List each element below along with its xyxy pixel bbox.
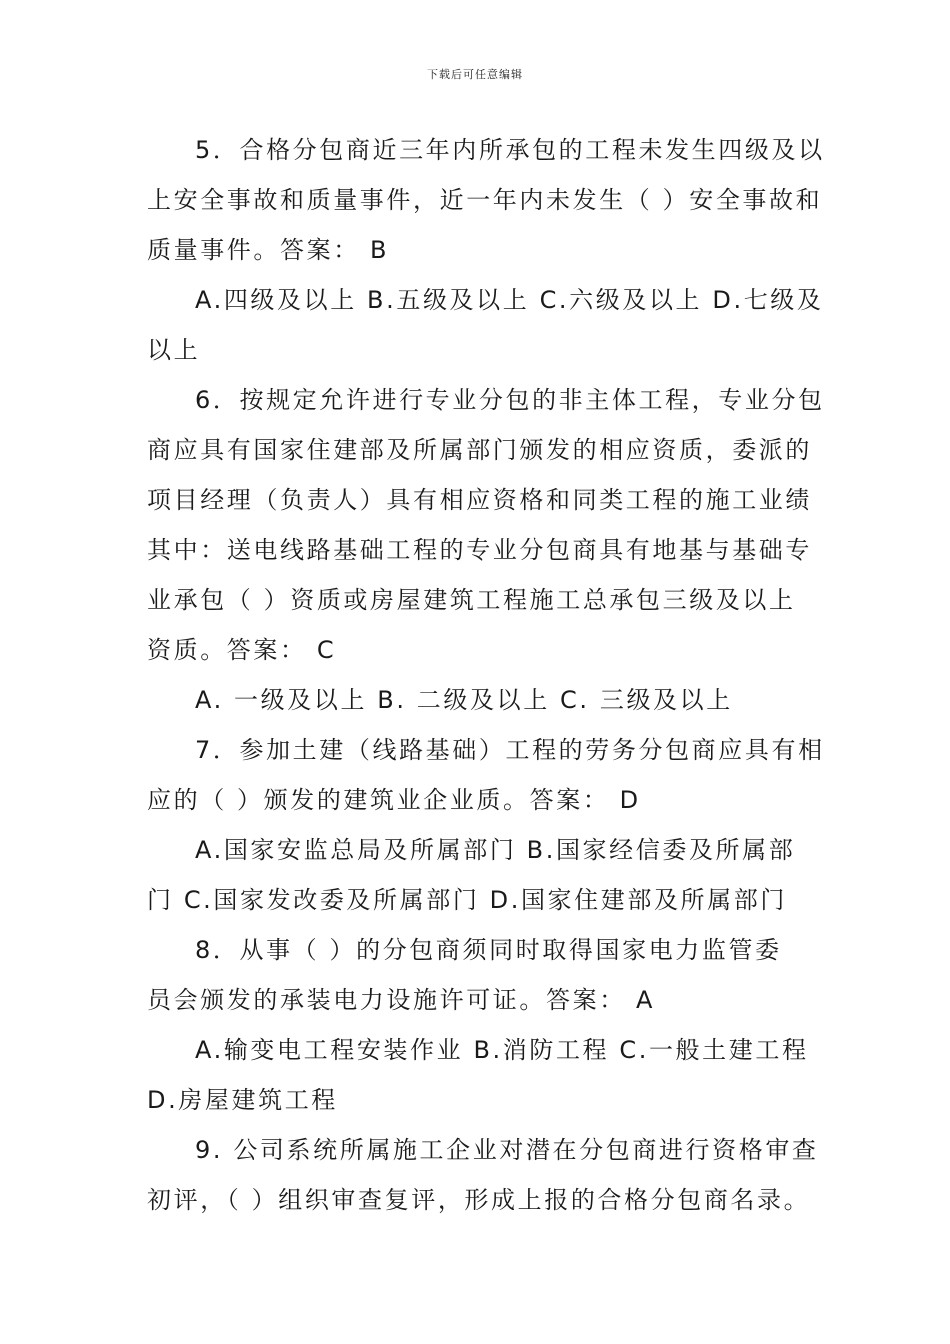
text-line: 9. 公司系统所属施工企业对潜在分包商进行资格审查 <box>195 1136 819 1164</box>
text-line: 应的（ ）颁发的建筑业企业质。答案： D <box>147 786 641 814</box>
text-line: 7．参加土建（线路基础）工程的劳务分包商应具有相 <box>195 736 825 764</box>
text-line: 以上 <box>147 336 201 364</box>
text-line: A.四级及以上 B.五级及以上 C.六级及以上 D.七级及 <box>195 286 824 314</box>
document-body <box>147 125 825 1225</box>
text-line: 资质。答案： C <box>147 636 337 664</box>
text-line: D.房屋建筑工程 <box>147 1086 338 1114</box>
text-line: 商应具有国家住建部及所属部门颁发的相应资质，委派的 <box>147 436 812 464</box>
text-line: 员会颁发的承装电力设施许可证。答案： A <box>147 986 656 1014</box>
text-line: 5．合格分包商近三年内所承包的工程未发生四级及以 <box>195 136 825 164</box>
page-header: 下载后可任意编辑 <box>427 68 523 81</box>
text-line: 上安全事故和质量事件，近一年内未发生（ ）安全事故和 <box>147 186 823 214</box>
text-line: 其中：送电线路基础工程的专业分包商具有地基与基础专 <box>147 536 812 564</box>
text-line: 8．从事（ ）的分包商须同时取得国家电力监管委 <box>195 936 782 964</box>
text-line: 项目经理（负责人）具有相应资格和同类工程的施工业绩 <box>147 486 812 514</box>
text-line: 6．按规定允许进行专业分包的非主体工程，专业分包 <box>195 386 825 414</box>
text-line: 门 C.国家发改委及所属部门 D.国家住建部及所属部门 <box>147 886 787 914</box>
text-line: A.输变电工程安装作业 B.消防工程 C.一般土建工程 <box>195 1036 809 1064</box>
text-line: A. 一级及以上 B. 二级及以上 C. 三级及以上 <box>195 686 733 714</box>
text-line: A.国家安监总局及所属部门 B.国家经信委及所属部 <box>195 836 796 864</box>
text-line: 质量事件。答案： B <box>147 236 390 264</box>
text-line: 业承包（ ）资质或房屋建筑工程施工总承包三级及以上 <box>147 586 796 614</box>
text-line: 初评，（ ）组织审查复评，形成上报的合格分包商名录。 <box>147 1186 811 1214</box>
